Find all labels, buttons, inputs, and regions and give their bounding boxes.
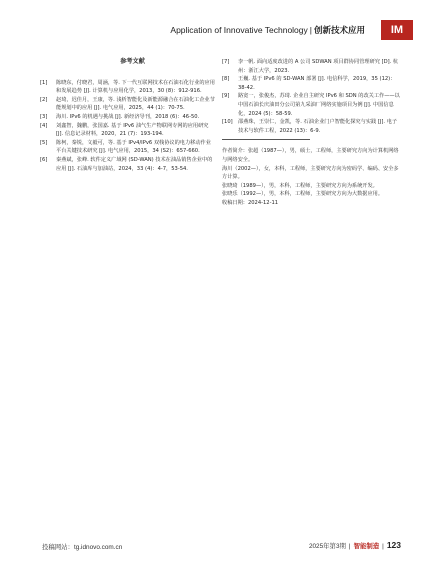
reference-item	[222, 118, 400, 135]
reference-number: [2]	[40, 96, 48, 103]
reference-number: [1]	[40, 79, 48, 86]
reference-text: 海川. IPv6 的机遇与挑战 [J]. 新经济导刊，2018 (6)：46-50.	[56, 113, 200, 120]
reference-text: 路宽一，张俊杰，苏琦. 企业自主研究 IPv6 和 SDN 的改关工作——以中国石油长庆油田分公司第九采油厂网络实施项目为例 [J]. 中国信息化，2024 (5)：58-59.	[238, 93, 400, 117]
reference-text: 秦燕斌，张峰. 软件定义广域网 (SD-WAN) 技术在油品销售企业中的应用 [J]. 石油库与加油站，2024，33 (4)：4-7，53-54.	[56, 156, 213, 172]
references-title: 参考文献	[120, 58, 145, 65]
reference-text: 王巍. 基于 IPv6 的 SD-WAN 部署 [J]. 电信科学，2019，35 (12)：38-42.	[238, 76, 396, 91]
reference-number: [7]	[222, 59, 230, 65]
reference-item	[40, 113, 215, 122]
reference-number: [9]	[222, 93, 230, 100]
footer-issue-info	[309, 540, 401, 550]
reference-text: 李一帆. 面向适度改进的 A 公司 SDWAN 项目群协同管理研究 [D]. 杭州：浙江大学，2023.	[238, 59, 399, 74]
header-title-en: Application of Innovative Technology	[170, 25, 308, 35]
issue-label: 2025年第3期	[308, 543, 346, 550]
reference-text: 刘鑫智，魏鹏，张国嘉. 基于 IPv6 油气生产物联网专网的应用研究 [J]. 信息记录材料，2020，21 (7)：193-194.	[56, 122, 209, 138]
reference-text: 邵燕珠，王崇仁，金凯，等. 石油企业门户智能化探究与实践 [J]. 电子技术与软件工程，2022 (13)：6-9.	[238, 119, 398, 134]
reference-number: [3]	[40, 113, 48, 120]
reference-item	[40, 122, 215, 139]
reference-number: [5]	[40, 139, 48, 146]
journal-logo-mark: IM	[381, 20, 413, 40]
header-title	[170, 24, 365, 36]
reference-text: 陈晓东，付晓君，周涵，等. 下一代互联网技术在石油石化行业的应用和发展趋势 [J]. 计算机与应用化学，2013，30 (8)：912-916.	[56, 79, 215, 95]
bio-divider	[222, 139, 310, 140]
reference-number: [4]	[40, 122, 48, 129]
reference-item	[40, 139, 215, 156]
reference-text: 赵琦，迟佳月，王康，等. 浅析智能化及新能源融合在石油化工企业节能规划中的应用 [J]. 电气应用，2025，44 (1)：70-75.	[56, 96, 215, 112]
journal-name: 智能制造	[353, 543, 380, 550]
author-bio: 作者简介：张超（1987—），男，硕士，工程师，主要研究方向为计算机网络与网络安全。	[222, 148, 399, 163]
submission-site: 投稿网站：tg.idnovo.com.cn	[42, 544, 123, 551]
reference-item	[40, 96, 215, 113]
page-header	[0, 20, 427, 42]
page-footer	[0, 540, 427, 558]
reference-item	[222, 58, 400, 75]
right-column	[222, 58, 400, 208]
page-number: 123	[386, 540, 401, 550]
footer-separator: |	[348, 543, 351, 550]
header-title-cn: 创新技术应用	[313, 25, 365, 35]
reference-text: 陈柯，秦锐，文毅可，等. 基于 IPv4/IPv6 双栈协议的电力移动作业平台关键技术研究 [J]. 电气应用，2015，34 (S2)：657-660.	[56, 139, 211, 155]
author-bio: 张晓乐（1992—），男，本科，工程师，主要研究方向为大数据应用。	[222, 191, 384, 198]
reference-number: [10]	[222, 119, 233, 126]
reference-item	[40, 79, 215, 96]
reference-item	[40, 156, 215, 173]
reference-item	[222, 92, 400, 118]
header-separator: |	[309, 25, 312, 35]
author-bio: 海川（2002—），女，本科，工程师，主要研究方向为密码学、编码、安全多方计算。	[222, 165, 399, 181]
received-date: 收稿日期：2024-12-11	[222, 199, 279, 206]
footer-separator: |	[382, 543, 384, 550]
left-column	[40, 58, 215, 173]
author-bio: 张晓琦（1989—），男，本科，工程师，主要研究方向为系统开发。	[222, 182, 378, 189]
reference-number: [6]	[40, 156, 48, 163]
reference-item	[222, 75, 400, 92]
reference-number: [8]	[222, 76, 230, 83]
